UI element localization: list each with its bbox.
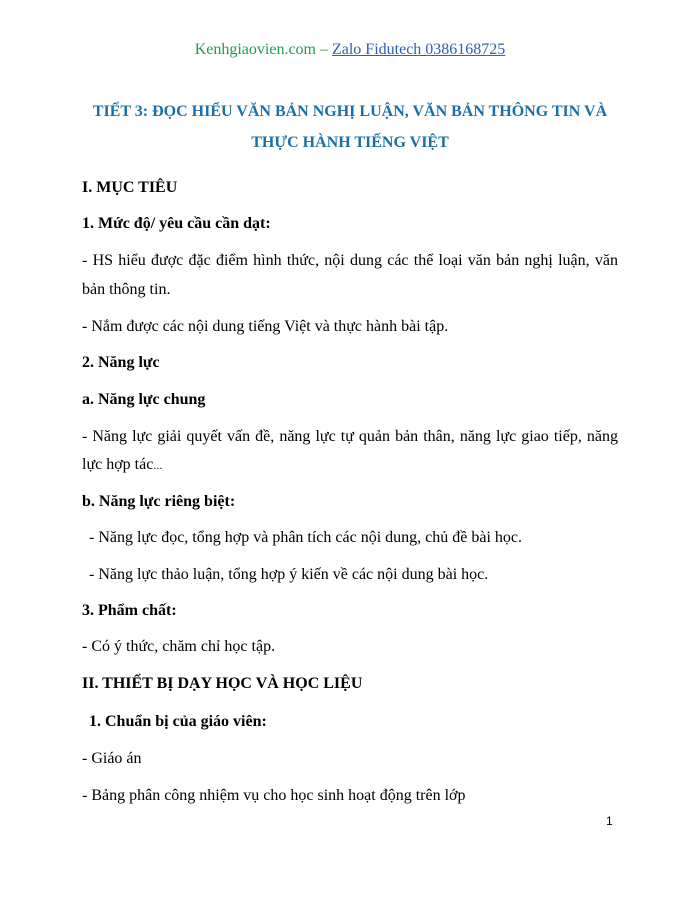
- subsection-1-2-heading: 2. Năng lực: [82, 354, 160, 371]
- quality-item-1: - Có ý thức, chăm chỉ học tập.: [82, 638, 276, 655]
- page-number: 1: [606, 814, 613, 828]
- general-competence-heading: a. Năng lực chung: [82, 391, 206, 408]
- site-link[interactable]: Kenhgiaovien.com: [194, 41, 316, 58]
- teacher-prep-item-1: - Giáo án: [82, 750, 142, 767]
- header-separator: –: [315, 41, 332, 58]
- teacher-prep-item-2: - Bảng phân công nhiệm vụ cho học sinh hoạt động trên lớp: [82, 787, 466, 804]
- specific-competence-item-2: - Năng lực thảo luận, tổng hợp ý kiến về các nội dung bài học.: [89, 566, 489, 583]
- general-competence-line-2: [82, 455, 618, 475]
- objective-item-1-line-2: bản thông tin.: [82, 281, 171, 298]
- title-line-2: THỰC HÀNH TIẾNG VIỆT: [251, 134, 449, 151]
- section-2-heading: II. THIẾT BỊ DẠY HỌC VÀ HỌC LIỆU: [82, 675, 363, 692]
- title-line-1: TIẾT 3: ĐỌC HIỂU VĂN BẢN NGHỊ LUẬN, VĂN BẢN THÔNG TIN VÀ: [92, 103, 608, 120]
- zalo-contact-link[interactable]: Zalo Fidutech 0386168725: [331, 41, 506, 58]
- general-competence-line-2-text: lực hợp tác: [82, 456, 154, 473]
- general-competence-line-1: - Năng lực giải quyết vấn đề, năng lực tự quản bản thân, năng lực giao tiếp, năng: [82, 428, 618, 445]
- document-title: [60, 96, 640, 158]
- specific-competence-item-1: - Năng lực đọc, tổng hợp và phân tích các nội dung, chủ đề bài học.: [89, 529, 523, 546]
- subsection-1-1-heading: 1. Mức độ/ yêu cầu cần dạt:: [82, 215, 271, 232]
- objective-item-1-line-1: - HS hiểu được đặc điểm hình thức, nội dung các thể loại văn bản nghị luận, văn: [82, 252, 618, 269]
- objective-item-2: - Nắm được các nội dung tiếng Việt và thực hành bài tập.: [82, 318, 449, 335]
- specific-competence-heading: b. Năng lực riêng biệt:: [82, 493, 236, 510]
- subsection-2-1-heading: 1. Chuẩn bị của giáo viên:: [89, 713, 267, 730]
- section-1-heading: I. MỤC TIÊU: [82, 179, 178, 196]
- page-header: [0, 40, 700, 60]
- general-competence-ellipsis: ...: [153, 458, 163, 472]
- subsection-1-3-heading: 3. Phẩm chất:: [82, 602, 177, 619]
